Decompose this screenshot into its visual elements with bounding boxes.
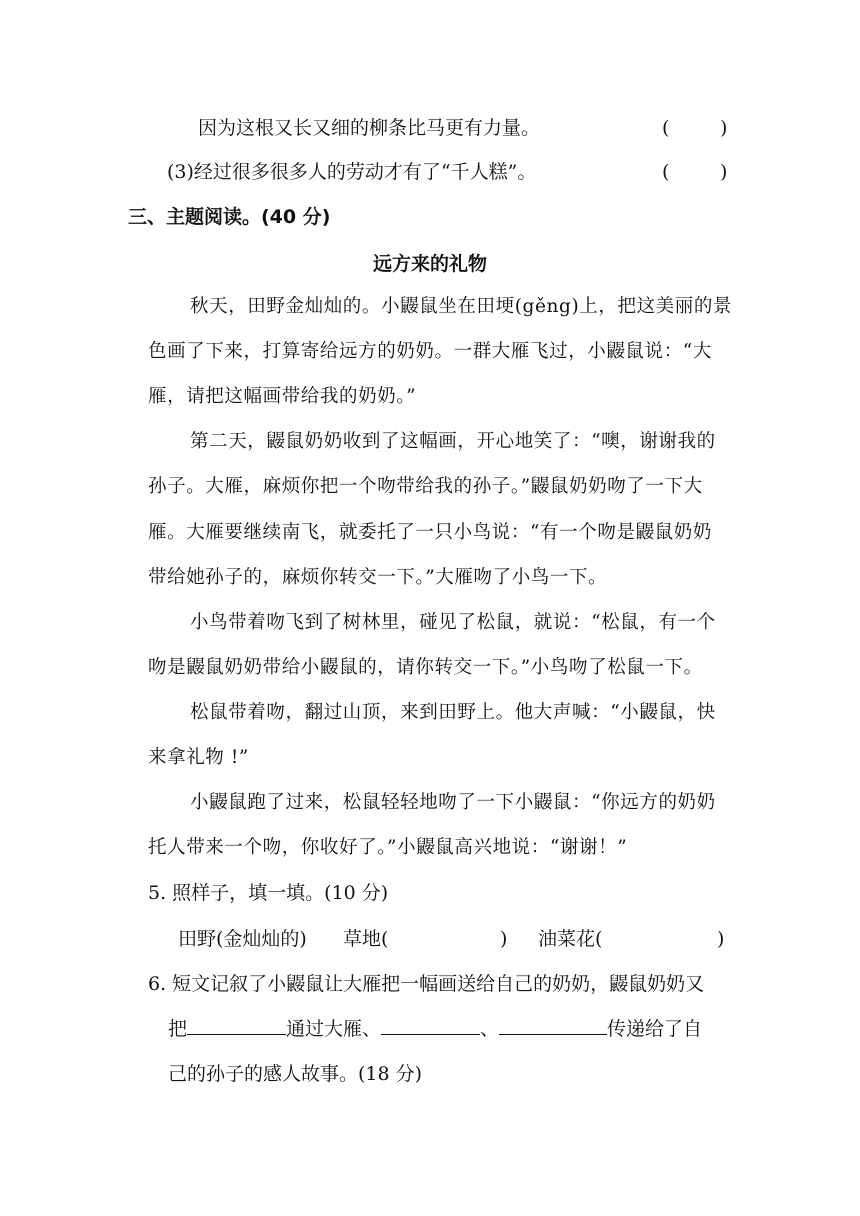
passage-line: 孙子。大雁，麻烦你把一个吻带给我的孙子。”鼹鼠奶奶吻了一下大 [148,476,703,497]
question-5-item-2-open: 油菜花( [538,928,603,950]
judgement-item-3-text: (3)经过很多很多人的劳动才有了“千人糕”。 [167,161,537,183]
passage-line: 第二天，鼹鼠奶奶收到了这幅画，开心地笑了：“噢，谢谢我的 [190,431,716,452]
question-6-line-1: 6. 短文记叙了小鼹鼠让大雁把一幅画送给自己的奶奶，鼹鼠奶奶又 [148,973,705,995]
section-heading: 三、主题阅读。(40 分) [128,206,331,228]
question-5-stem: 5. 照样子，填一填。(10 分) [148,882,389,904]
passage-line: 小鸟带着吻飞到了树林里，碰见了松鼠，就说：“松鼠，有一个 [190,612,716,633]
answer-blank-3[interactable] [499,1016,607,1035]
question-6-text: 传递给了自 [607,1018,703,1040]
answer-paren-close: ) [720,161,728,183]
question-5-item-1-open: 草地( [343,928,389,950]
judgement-item-2-text: 因为这根又长又细的柳条比马更有力量。 [198,117,541,139]
question-5-example: 田野(金灿灿的) [178,928,307,950]
passage-title: 远方来的礼物 [372,253,487,275]
passage-line: 雁。大雁要继续南飞，就委托了一只小鸟说：“有一个吻是鼹鼠奶奶 [148,522,712,543]
passage-line: 松鼠带着吻，翻过山顶，来到田野上。他大声喊：“小鼹鼠，快 [190,702,716,723]
question-6-text: 把 [168,1018,188,1040]
passage-line: 雁，请把这幅画带给我的奶奶。” [148,386,417,407]
answer-paren-open: ( [662,161,670,183]
passage-line: 带给她孙子的，麻烦你转交一下。”大雁吻了小鸟一下。 [148,567,608,588]
passage-line: 小鼹鼠跑了过来，松鼠轻轻地吻了一下小鼹鼠：“你远方的奶奶 [190,792,716,813]
passage-line: 秋天，田野金灿灿的。小鼹鼠坐在田埂(gěng)上，把这美丽的景 [190,296,733,317]
question-6-text: 通过大雁、 [286,1018,382,1040]
question-6-line-2 [168,1016,702,1042]
question-5-item-2-close: ) [717,928,725,950]
question-5-item-1-close: ) [500,928,508,950]
passage-line: 吻是鼹鼠奶奶带给小鼹鼠的，请你转交一下。”小鸟吻了松鼠一下。 [148,657,703,678]
passage-line: 托人带来一个吻，你收好了。”小鼹鼠高兴地说：“谢谢！” [148,837,628,858]
answer-blank-1[interactable] [187,1016,286,1035]
question-6-line-3: 己的孙子的感人故事。(18 分) [168,1063,423,1085]
answer-paren-close: ) [720,117,728,139]
answer-paren-open: ( [662,117,670,139]
passage-line: 来拿礼物 !” [148,747,249,768]
answer-blank-2[interactable] [381,1016,480,1035]
question-6-text: 、 [480,1018,500,1040]
passage-line: 色画了下来，打算寄给远方的奶奶。一群大雁飞过，小鼹鼠说：“大 [148,341,712,362]
